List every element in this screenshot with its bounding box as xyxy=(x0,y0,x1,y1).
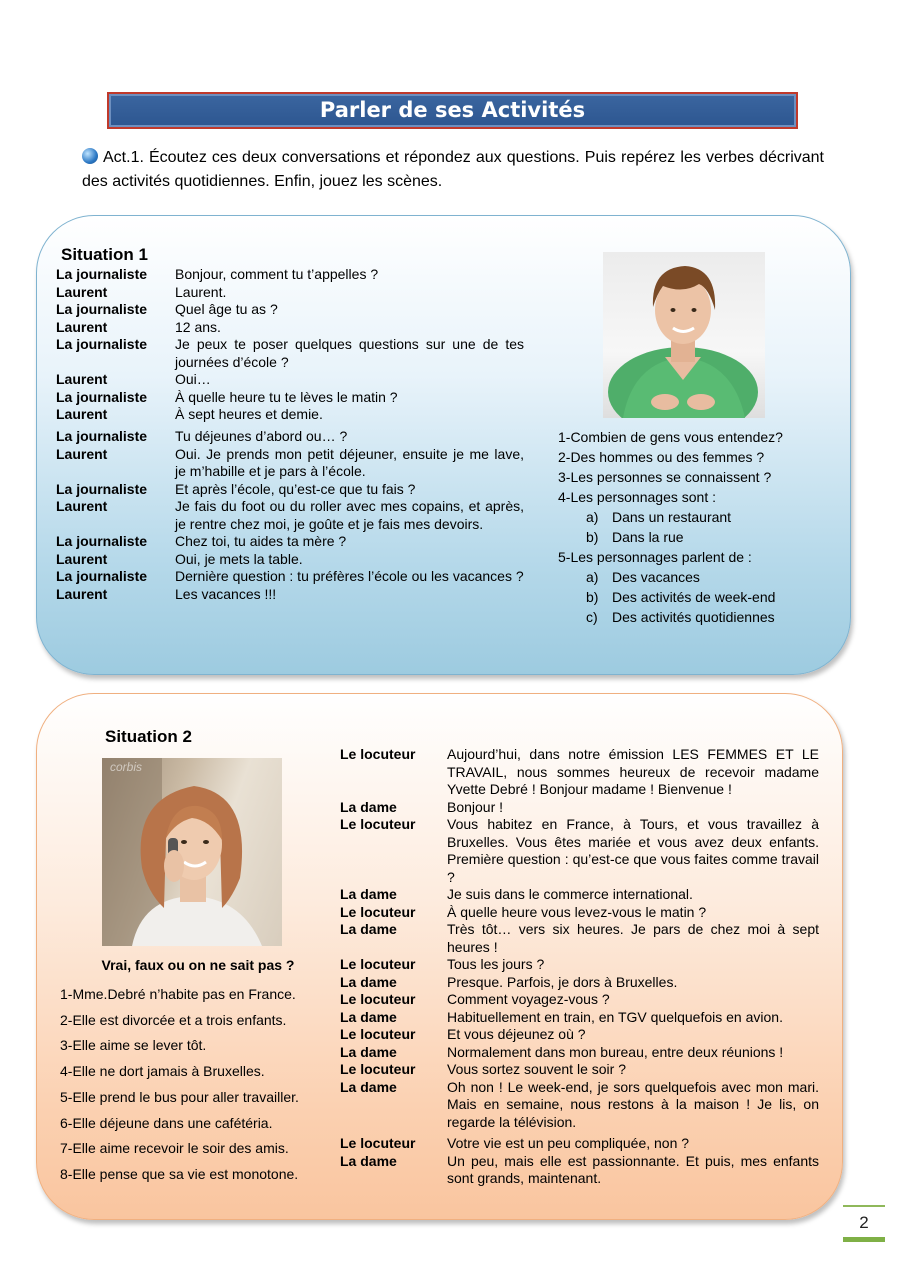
statement-item: 8-Elle pense que sa vie est monotone. xyxy=(60,1165,299,1182)
dialogue-row xyxy=(56,284,524,302)
statement-item: 2-Elle est divorcée et a trois enfants. xyxy=(60,1011,287,1028)
dialogue-line: Je fais du foot ou du roller avec mes copains, et après, je rentre chez moi, je goûte et je fais mes devoirs. xyxy=(175,498,524,532)
true-false-title: Vrai, faux ou on ne sait pas ? xyxy=(101,957,295,973)
dialogue-row xyxy=(56,498,524,533)
speaker: La journaliste xyxy=(56,428,148,444)
dialogue-line: Normalement dans mon bureau, entre deux réunions ! xyxy=(447,1043,784,1060)
question-item: 4-Les personnages sont : xyxy=(558,489,716,505)
dialogue-row xyxy=(340,799,819,817)
statement-item: 4-Elle ne dort jamais à Bruxelles. xyxy=(60,1063,265,1080)
instruction-label: Act.1. Écoutez ces deux conversations et répondez aux questions. Puis repérez les verbes décrivant des activités quotidiennes. Enfin, jouez les scènes. xyxy=(82,149,824,190)
speaker: Le locuteur xyxy=(340,1026,416,1042)
dialogue-line: Chez toi, tu aides ta mère ? xyxy=(175,533,347,549)
speaker: Le locuteur xyxy=(340,1061,416,1077)
dialogue-line: Un peu, mais elle est passionnante. Et puis, mes enfants sont grands, maintenant. xyxy=(447,1152,819,1186)
dialogue-line: Quel âge tu as ? xyxy=(175,301,278,317)
instruction-text xyxy=(82,146,824,194)
speaker: La dame xyxy=(340,1078,397,1095)
dialogue-row xyxy=(340,991,819,1009)
statement-item: 1-Mme.Debré n’habite pas en France. xyxy=(60,986,296,1002)
option-text: Des activités de week-end xyxy=(612,589,776,605)
question-item: 3-Les personnes se connaissent ? xyxy=(558,469,772,485)
dialogue-line: Presque. Parfois, je dors à Bruxelles. xyxy=(447,973,678,990)
speaker: Le locuteur xyxy=(340,816,416,832)
speaker: Laurent xyxy=(56,550,108,567)
woman-photo xyxy=(102,758,282,946)
option-letter: b) xyxy=(586,529,599,545)
statement-item: 6-Elle déjeune dans une cafétéria. xyxy=(60,1114,273,1131)
dialogue-line: À quelle heure tu te lèves le matin ? xyxy=(175,388,398,405)
dialogue-row xyxy=(340,886,819,904)
situation1-title: Situation 1 xyxy=(61,245,148,264)
dialogue-line: Comment voyagez-vous ? xyxy=(447,991,610,1007)
dialogue-row xyxy=(56,428,524,446)
speaker: Le locuteur xyxy=(340,1135,416,1151)
dialogue-line: Et après l’école, qu’est-ce que tu fais ? xyxy=(175,480,416,497)
dialogue-row xyxy=(56,551,524,569)
boy-photo xyxy=(603,252,765,418)
dialogue-row xyxy=(56,481,524,499)
page-title: Parler de ses Activités xyxy=(107,92,798,129)
dialogue-row xyxy=(56,586,524,604)
dialogue-row xyxy=(340,974,819,992)
dialogue-line: Habituellement en train, en TGV quelquefois en avion. xyxy=(447,1008,783,1025)
speaker: La dame xyxy=(340,1043,397,1060)
option-letter: b) xyxy=(586,589,599,605)
dialogue-line: Votre vie est un peu compliquée, non ? xyxy=(447,1135,690,1151)
dialogue-row xyxy=(56,336,524,371)
dialogue-row xyxy=(56,319,524,337)
dialogue-row xyxy=(340,921,819,956)
speaker: Le locuteur xyxy=(340,991,416,1007)
dialogue-line: Tu déjeunes d’abord ou… ? xyxy=(175,428,348,444)
dialogue-line: À quelle heure vous levez-vous le matin ? xyxy=(447,903,707,920)
dialogue-row xyxy=(340,1009,819,1027)
dialogue-row xyxy=(56,533,524,551)
question-option xyxy=(558,587,783,607)
speaker: La journaliste xyxy=(56,480,148,497)
situation1-dialogue-part1 xyxy=(56,266,524,424)
dialogue-row xyxy=(340,1079,819,1132)
question-option xyxy=(558,607,783,627)
statement-item: 5-Elle prend le bus pour aller travailler. xyxy=(60,1088,299,1105)
dialogue-row xyxy=(340,1044,819,1062)
dialogue-line: Oui, je mets la table. xyxy=(175,550,303,567)
dialogue-row xyxy=(56,389,524,407)
speaker: La dame xyxy=(340,973,397,990)
dialogue-row xyxy=(340,1153,819,1188)
dialogue-row xyxy=(56,301,524,319)
photo-watermark: corbis xyxy=(110,760,143,774)
speaker: La journaliste xyxy=(56,336,148,352)
dialogue-line: Je suis dans le commerce international. xyxy=(447,886,693,902)
speaker: La journaliste xyxy=(56,533,148,549)
dialogue-row xyxy=(56,406,524,424)
dialogue-line: Dernière question : tu préfères l’école ou les vacances ? xyxy=(175,568,524,584)
globe-icon xyxy=(82,148,98,164)
dialogue-line: Oui… xyxy=(175,371,211,387)
question-option xyxy=(558,527,783,547)
dialogue-row xyxy=(340,1061,819,1079)
dialogue-line: Oui. Je prends mon petit déjeuner, ensuite je me lave, je m’habille et je pars à l’école. xyxy=(175,445,524,479)
question-option xyxy=(558,507,783,527)
dialogue-line: Les vacances !!! xyxy=(175,585,277,602)
dialogue-line: Bonjour ! xyxy=(447,798,504,815)
dialogue-line: Et vous déjeunez où ? xyxy=(447,1026,586,1042)
dialogue-row xyxy=(56,446,524,481)
option-text: Dans un restaurant xyxy=(612,509,732,525)
dialogue-line: 12 ans. xyxy=(175,318,221,335)
speaker: Le locuteur xyxy=(340,956,416,972)
dialogue-row xyxy=(340,816,819,886)
question-option xyxy=(558,567,783,587)
speaker: La journaliste xyxy=(56,388,148,405)
speaker: Laurent xyxy=(56,371,108,387)
option-letter: a) xyxy=(586,509,599,525)
dialogue-line: Vous habitez en France, à Tours, et vous travaillez à Bruxelles. Vous êtes mariée et vous avez deux enfants. Première question : qu’est-ce que vous faites comme travail ? xyxy=(447,816,819,885)
dialogue-line: Je peux te poser quelques questions sur une de tes journées d’école ? xyxy=(175,336,524,370)
situation2-dialogue xyxy=(340,746,819,1188)
option-letter: c) xyxy=(586,609,598,625)
speaker: La dame xyxy=(340,921,397,937)
dialogue-line: Bonjour, comment tu t’appelles ? xyxy=(175,266,379,282)
question-item: 5-Les personnages parlent de : xyxy=(558,549,752,565)
speaker: Laurent xyxy=(56,406,108,422)
statement-item: 3-Elle aime se lever tôt. xyxy=(60,1037,207,1054)
speaker: La dame xyxy=(340,1152,397,1169)
dialogue-row xyxy=(340,1026,819,1044)
dialogue-line: Oh non ! Le week-end, je sors quelquefois avec mon mari. Mais en semaine, nous restons à la maison ! Je lis, on regarde la télévision. xyxy=(447,1078,819,1130)
speaker: La journaliste xyxy=(56,568,148,584)
speaker: Le locuteur xyxy=(340,746,416,762)
true-false-list xyxy=(60,982,299,1188)
speaker: La dame xyxy=(340,1008,397,1025)
question-item: 2-Des hommes ou des femmes ? xyxy=(558,449,765,465)
dialogue-row xyxy=(56,568,524,586)
dialogue-line: À sept heures et demie. xyxy=(175,406,323,422)
dialogue-line: Très tôt… vers six heures. Je pars de chez moi à sept heures ! xyxy=(447,921,819,955)
dialogue-row xyxy=(56,371,524,389)
speaker: Laurent xyxy=(56,498,108,514)
situation1-dialogue-part2 xyxy=(56,428,524,603)
option-letter: a) xyxy=(586,569,599,585)
speaker: Laurent xyxy=(56,283,108,300)
option-text: Des vacances xyxy=(612,569,700,585)
page-number: 2 xyxy=(843,1205,885,1242)
dialogue-row xyxy=(340,746,819,799)
situation1-questions xyxy=(558,427,783,627)
dialogue-line: Laurent. xyxy=(175,283,227,300)
dialogue-row xyxy=(340,956,819,974)
dialogue-line: Aujourd’hui, dans notre émission LES FEMMES ET LE TRAVAIL, nous sommes heureux de recevoir madame Yvette Debré ! Bonjour madame ! Bienvenue ! xyxy=(447,746,819,797)
dialogue-line: Tous les jours ? xyxy=(447,956,545,972)
option-text: Dans la rue xyxy=(612,529,684,545)
speaker: Laurent xyxy=(56,318,108,335)
option-text: Des activités quotidiennes xyxy=(612,609,775,625)
question-item: 1-Combien de gens vous entendez? xyxy=(558,429,783,445)
speaker: Le locuteur xyxy=(340,903,416,920)
speaker: La dame xyxy=(340,798,397,815)
speaker: Laurent xyxy=(56,445,108,462)
situation2-title: Situation 2 xyxy=(105,727,192,746)
dialogue-row xyxy=(56,266,524,284)
speaker: Laurent xyxy=(56,585,108,602)
speaker: La dame xyxy=(340,886,397,902)
statement-item: 7-Elle aime recevoir le soir des amis. xyxy=(60,1140,289,1157)
speaker: La journaliste xyxy=(56,266,148,282)
dialogue-row xyxy=(340,904,819,922)
speaker: La journaliste xyxy=(56,301,148,317)
dialogue-row xyxy=(340,1135,819,1153)
dialogue-line: Vous sortez souvent le soir ? xyxy=(447,1061,626,1077)
